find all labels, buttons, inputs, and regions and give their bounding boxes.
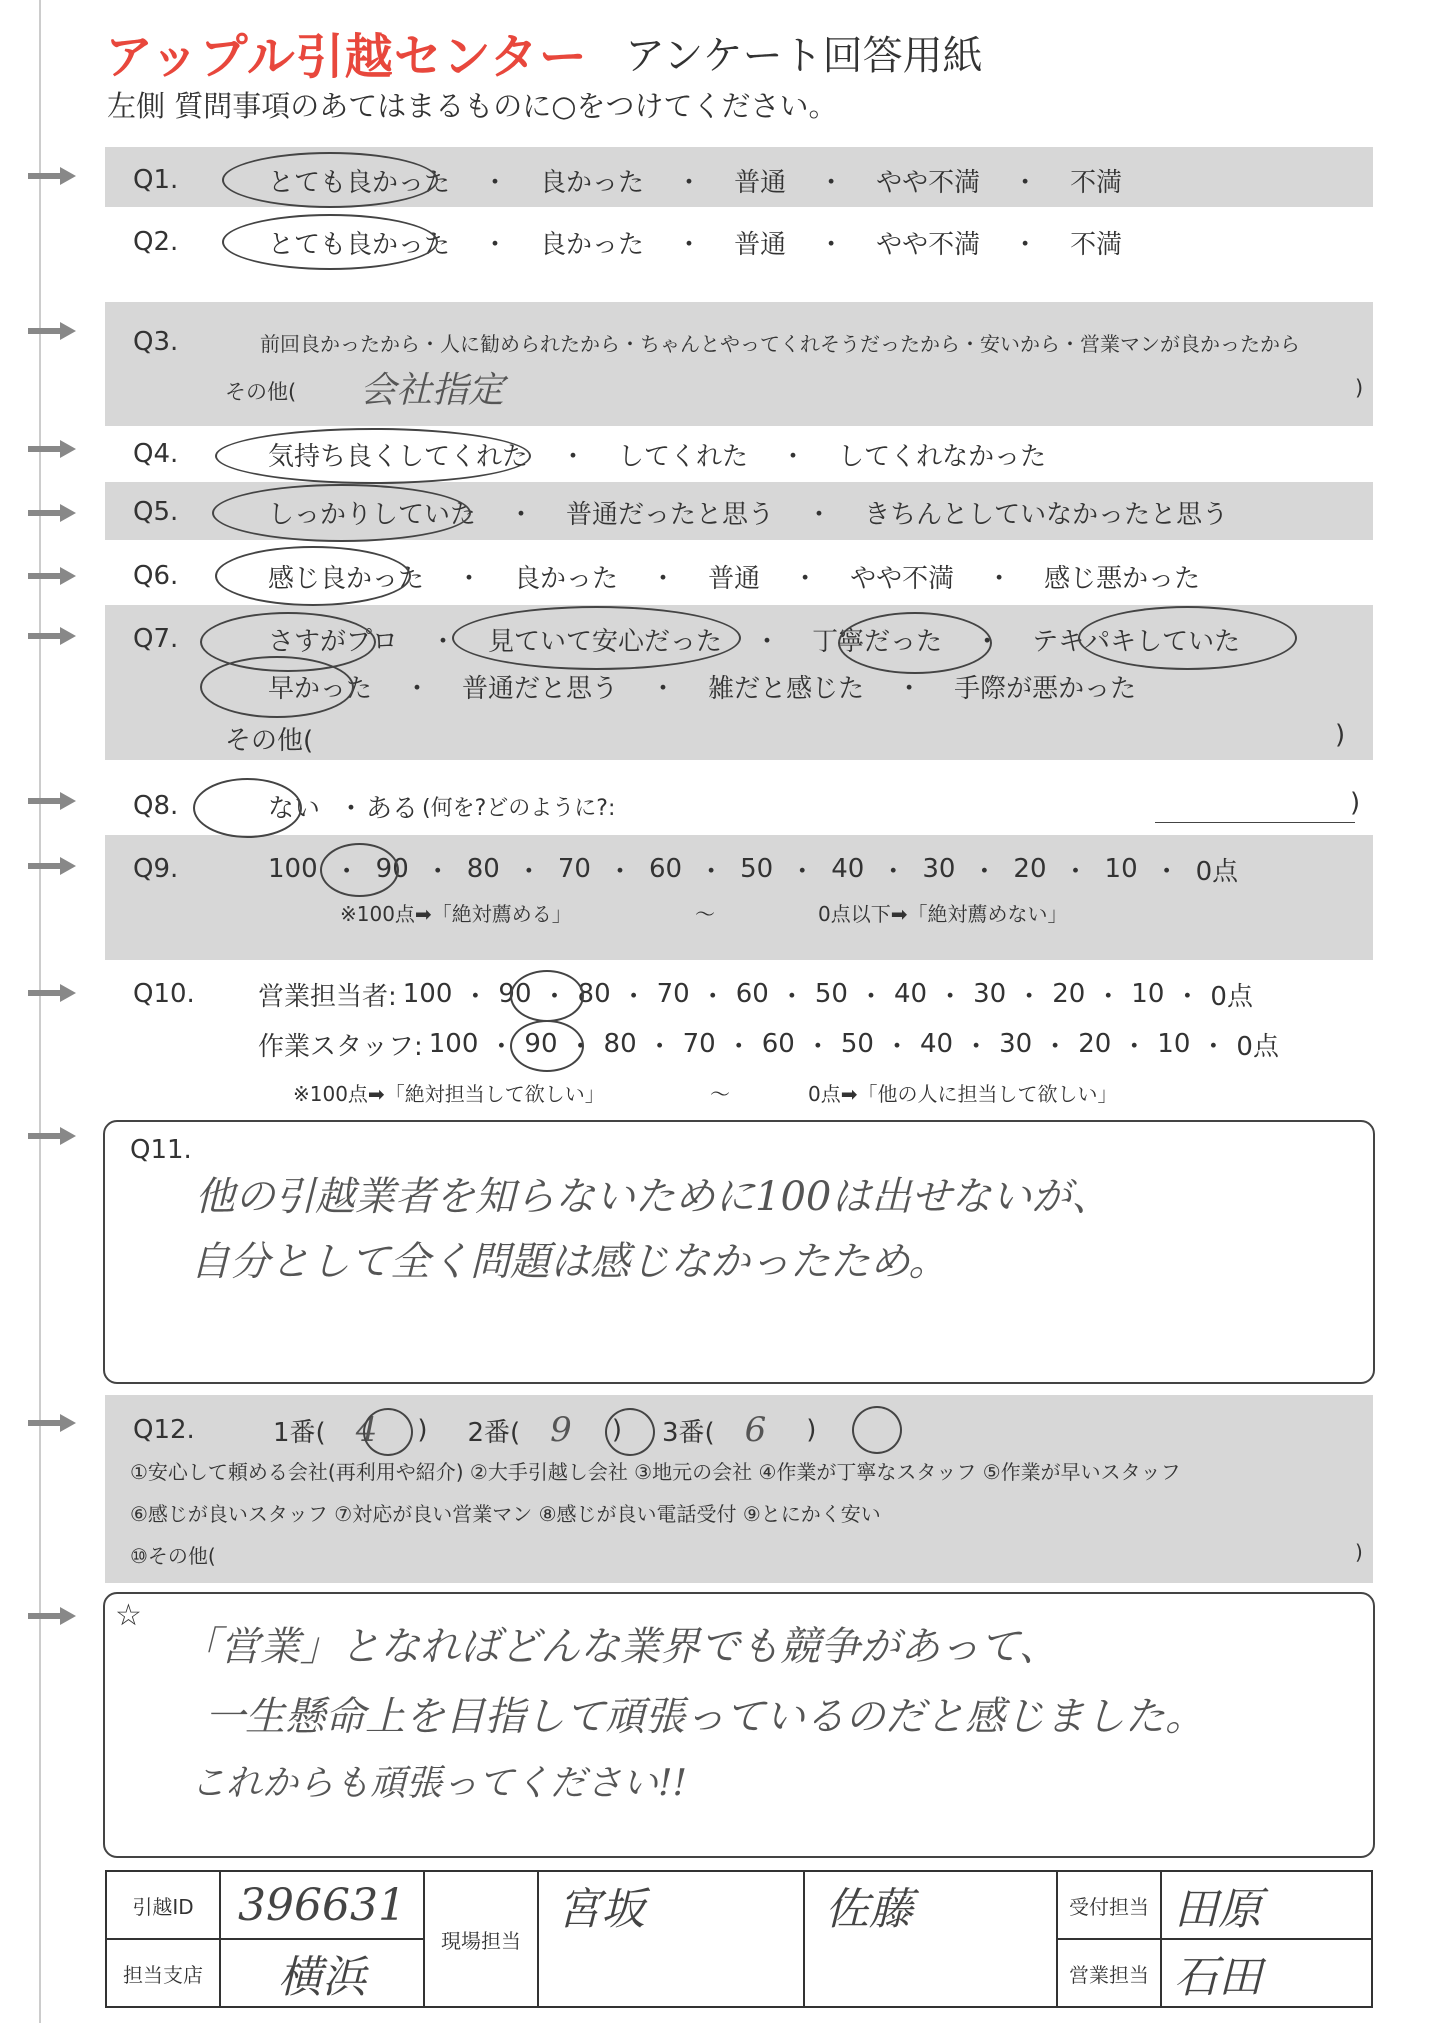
q6-option-1[interactable]: 感じ良かった xyxy=(268,563,425,594)
question-number: Q9. xyxy=(133,854,179,884)
q12-choices-row-1: ①安心して頼める会社(再利用や紹介) ②大手引越し会社 ③地元の会社 ④作業が丁寧なスタッフ ⑤作業が早いスタッフ xyxy=(130,1460,1181,1484)
q9-note-high: ※100点➡「絶対薦める」 xyxy=(340,902,572,926)
q9-score[interactable]: 20 xyxy=(1013,854,1047,884)
q2-option-2[interactable]: 良かった xyxy=(540,229,645,260)
answer-circle xyxy=(215,546,411,606)
branch-label: 担当支店 xyxy=(106,1939,220,2007)
arrow-icon xyxy=(28,165,76,187)
q12-choices-row-3: ⑩その他( xyxy=(130,1544,216,1568)
q12-third-label: 3番( xyxy=(661,1417,715,1448)
answer-circle xyxy=(605,1408,655,1456)
comment-line-1: 「営業」となればどんな業界でも競争があって、 xyxy=(180,1624,1059,1670)
q10-staff-score[interactable]: 80 xyxy=(603,1029,637,1059)
question-number: Q1. xyxy=(133,165,179,195)
q6-option-3[interactable]: 普通 xyxy=(708,563,761,594)
arrow-icon xyxy=(28,855,76,877)
arrow-icon xyxy=(28,1412,76,1434)
q6-option-5[interactable]: 感じ悪かった xyxy=(1044,563,1201,594)
question-q9: Q9. 100 ・ 90 ・ 80 ・ 70 ・ 60 ・ 50 ・ 40 ・ 30 ・ 20 ・ 10 ・ 0点 xyxy=(105,847,1238,891)
q9-score[interactable]: 80 xyxy=(466,854,500,884)
answer-circle xyxy=(1078,606,1297,670)
q9-score[interactable]: 50 xyxy=(740,854,774,884)
arrow-icon xyxy=(28,790,76,812)
q10-sales-score[interactable]: 40 xyxy=(893,979,928,1009)
reception-value: 田原 xyxy=(1174,1884,1262,1935)
answer-circle xyxy=(452,606,741,670)
answer-circle xyxy=(212,484,471,542)
q3-other-close: ) xyxy=(1355,376,1364,400)
question-q8: Q8. ない ・ ある (何を?どのように?: xyxy=(105,784,615,828)
answer-circle xyxy=(320,843,399,897)
footer-table xyxy=(105,1870,1373,2008)
q12-choices-row-2: ⑥感じが良いスタッフ ⑦対応が良い営業マン ⑧感じが良い電話受付 ⑨とにかく安い xyxy=(130,1502,881,1526)
q12-first-label: 1番( xyxy=(273,1417,326,1448)
q4-option-3[interactable]: してくれなかった xyxy=(838,441,1047,472)
q4-option-2[interactable]: してくれた xyxy=(618,441,749,472)
q12-close: ) xyxy=(417,1415,428,1445)
q10-staff-score[interactable]: 90 xyxy=(524,1029,558,1059)
question-number: Q10. xyxy=(133,979,195,1009)
brand-title: アップル引越センター xyxy=(105,29,588,85)
q10-sales-score[interactable]: 100 xyxy=(402,979,453,1009)
form-subtitle: アンケート回答用紙 xyxy=(625,33,983,79)
question-q2: Q2. とても良かった ・ 良かった ・ 普通 ・ やや不満 ・ 不満 xyxy=(105,220,1138,264)
q10-staff-score[interactable]: 60 xyxy=(761,1029,795,1059)
q2-option-3[interactable]: 普通 xyxy=(734,229,787,260)
arrow-icon xyxy=(28,320,76,342)
q3-other-label: その他( xyxy=(225,380,297,404)
q10-staff-score[interactable]: 30 xyxy=(999,1029,1033,1059)
question-number: Q2. xyxy=(133,227,179,257)
q3-options: 前回良かったから・人に勧められたから・ちゃんとやってくれそうだったから・安いから・営業マンが良かったから xyxy=(260,331,1300,356)
q7-other-close: ) xyxy=(1335,720,1346,750)
question-number: Q6. xyxy=(133,561,179,591)
answer-circle xyxy=(852,1406,902,1454)
q10-staff-score[interactable]: 70 xyxy=(682,1029,716,1059)
q7-option-7[interactable]: 雑だと感じた xyxy=(708,673,865,704)
q7-option-8[interactable]: 手際が悪かった xyxy=(954,673,1137,704)
question-q7: Q7. さすがプロ ・ 見ていて安心だった ・ 丁寧だった ・ テキパキしていた xyxy=(105,617,1256,661)
answer-circle xyxy=(363,1408,413,1456)
q10-staff-score[interactable]: 20 xyxy=(1078,1029,1112,1059)
comment-line-3: これからも頑張ってください!! xyxy=(190,1763,687,1804)
q10-staff-score[interactable]: 100 xyxy=(428,1029,479,1059)
q10-sales-score[interactable]: 60 xyxy=(735,979,769,1009)
sales-value: 石田 xyxy=(1174,1952,1262,2003)
site-staff-2: 佐藤 xyxy=(825,1884,913,1935)
q2-option-4[interactable]: やや不満 xyxy=(876,229,981,260)
reception-label: 受付担当 xyxy=(1057,1871,1161,1939)
q10-note-high: ※100点➡「絶対担当して欲しい」 xyxy=(293,1082,605,1106)
q11-answer-line-2: 自分として全く問題は感じなかったため。 xyxy=(190,1239,949,1285)
q5-option-1[interactable]: しっかりしていた xyxy=(268,499,477,530)
arrow-icon xyxy=(28,502,76,524)
arrow-icon xyxy=(28,625,76,647)
arrow-icon xyxy=(28,982,76,1004)
q12-close: ) xyxy=(806,1415,817,1445)
q6-option-4[interactable]: やや不満 xyxy=(850,563,955,594)
answer-circle xyxy=(222,214,438,270)
q10-staff-score[interactable]: 10 xyxy=(1157,1029,1191,1059)
sales-label: 営業担当 xyxy=(1057,1939,1161,2007)
q8-detail-label: (何を?どのように?: xyxy=(422,795,616,821)
question-number: Q12. xyxy=(133,1415,195,1445)
q1-option-2[interactable]: 良かった xyxy=(540,167,645,198)
question-q10-sales: Q10. 営業担当者: 100 ・ 90 ・ 80 ・ 70 ・ 60 ・ 50 ・ 40 ・ 30 ・ 20 ・ 10 ・ 0点 xyxy=(105,972,1253,1016)
site-label: 現場担当 xyxy=(424,1871,538,2007)
q11-number: Q11. xyxy=(130,1135,192,1165)
q10-sales-score[interactable]: 20 xyxy=(1052,979,1086,1009)
q1-option-3[interactable]: 普通 xyxy=(734,167,787,198)
q9-score[interactable]: 100 xyxy=(268,854,318,884)
q10-sales-score[interactable]: 0点 xyxy=(1210,981,1253,1012)
q10-staff-score[interactable]: 0点 xyxy=(1236,1031,1279,1062)
answer-circle xyxy=(200,656,354,718)
q1-option-1[interactable]: とても良かった xyxy=(268,167,451,198)
q9-score[interactable]: 60 xyxy=(648,854,683,884)
question-q5: Q5. しっかりしていた ・ 普通だったと思う ・ きちんとしていなかったと思う xyxy=(105,490,1244,534)
q4-option-1[interactable]: 気持ち良くしてくれた xyxy=(268,441,529,472)
question-number: Q8. xyxy=(133,791,179,821)
q2-option-5[interactable]: 不満 xyxy=(1070,229,1123,260)
q2-option-1[interactable]: とても良かった xyxy=(268,229,451,260)
q6-option-2[interactable]: 良かった xyxy=(514,563,619,594)
question-q4: Q4. 気持ち良くしてくれた ・ してくれた ・ してくれなかった xyxy=(105,432,1062,476)
q9-score[interactable]: 40 xyxy=(831,854,865,884)
q8-option-some[interactable]: ある xyxy=(366,793,419,824)
q1-option-4[interactable]: やや不満 xyxy=(876,167,981,198)
q8-detail-line xyxy=(1155,822,1355,823)
q7-option-5[interactable]: 早かった xyxy=(268,673,373,704)
site-staff-1: 宮坂 xyxy=(557,1884,645,1935)
q12-first-value[interactable]: 4 xyxy=(355,1410,378,1450)
q9-score[interactable]: 30 xyxy=(922,854,956,884)
q10-sales-score[interactable]: 90 xyxy=(498,979,532,1009)
q7-option-3[interactable]: 丁寧だった xyxy=(812,626,943,657)
q12-second-label: 2番( xyxy=(467,1417,521,1448)
arrow-icon xyxy=(28,1605,76,1627)
q7-option-1[interactable]: さすがプロ xyxy=(268,626,399,657)
q3-other-answer[interactable]: 会社指定 xyxy=(360,370,505,411)
id-label: 引越ID xyxy=(106,1871,220,1939)
q12-second-value[interactable]: 9 xyxy=(550,1410,572,1450)
q9-note-low: 0点以下➡「絶対薦めない」 xyxy=(818,902,1068,926)
question-q6: Q6. 感じ良かった ・ 良かった ・ 普通 ・ やや不満 ・ 感じ悪かった xyxy=(105,554,1216,598)
answer-circle xyxy=(193,778,302,838)
q9-score[interactable]: 10 xyxy=(1104,854,1138,884)
id-value: 396631 xyxy=(238,1879,406,1931)
arrow-icon xyxy=(28,565,76,587)
answer-circle xyxy=(510,970,584,1022)
q10-sales-score[interactable]: 80 xyxy=(577,979,611,1009)
q10-sales-score[interactable]: 70 xyxy=(656,979,690,1009)
answer-circle xyxy=(838,612,992,674)
q10-staff-label: 作業スタッフ: xyxy=(258,1031,423,1062)
q10-sales-score[interactable]: 50 xyxy=(814,979,848,1009)
q12-close: ) xyxy=(611,1415,622,1445)
arrow-icon xyxy=(28,1125,76,1147)
q7-option-2[interactable]: 見ていて安心だった xyxy=(488,626,723,657)
question-q3 xyxy=(105,320,1300,364)
question-q1: Q1. とても良かった ・ 良かった ・ 普通 ・ やや不満 ・ 不満 xyxy=(105,158,1138,202)
answer-circle xyxy=(215,428,531,484)
q5-option-2[interactable]: 普通だったと思う xyxy=(566,499,775,530)
q1-option-5[interactable]: 不満 xyxy=(1070,167,1123,198)
q9-score[interactable]: 70 xyxy=(557,854,591,884)
q5-option-3[interactable]: きちんとしていなかったと思う xyxy=(864,499,1229,530)
q8-option-none[interactable]: ない xyxy=(268,793,321,824)
question-number: Q5. xyxy=(133,497,179,527)
q11-answer-line-1: 他の引越業者を知らないために100は出せないが、 xyxy=(195,1174,1112,1220)
answer-circle xyxy=(510,1020,584,1072)
instruction-text: 左側 質問事項のあてはまるものに○をつけてください。 xyxy=(107,89,838,123)
q12-third-value[interactable]: 6 xyxy=(744,1410,767,1450)
q12-choices-close: ) xyxy=(1355,1540,1363,1564)
q7-option-6[interactable]: 普通だと思う xyxy=(462,673,619,704)
star-icon: ☆ xyxy=(115,1598,142,1633)
q10-staff-score[interactable]: 40 xyxy=(919,1029,954,1059)
question-q7-row2: 早かった ・ 普通だと思う ・ 雑だと感じた ・ 手際が悪かった xyxy=(105,664,1152,708)
q7-other-label: その他( xyxy=(225,726,314,756)
question-number: Q4. xyxy=(133,439,179,469)
q10-sales-label: 営業担当者: xyxy=(258,981,397,1012)
comment-line-2: 一生懸命上を目指して頑張っているのだと感じました。 xyxy=(205,1694,1205,1740)
answer-circle xyxy=(222,152,438,208)
q10-sales-score[interactable]: 10 xyxy=(1131,979,1165,1009)
q10-staff-score[interactable]: 50 xyxy=(840,1029,874,1059)
q9-tilde: ～ xyxy=(695,902,715,926)
q10-tilde: ～ xyxy=(710,1082,730,1106)
question-number: Q3. xyxy=(133,327,179,357)
q10-sales-score[interactable]: 30 xyxy=(973,979,1007,1009)
question-q10-staff: 作業スタッフ: 100 ・ 90 ・ 80 ・ 70 ・ 60 ・ 50 ・ 40 ・ 30 ・ 20 ・ 10 ・ 0点 xyxy=(105,1022,1279,1066)
q9-score[interactable]: 0点 xyxy=(1195,856,1239,887)
q10-note-low: 0点➡「他の人に担当して欲しい」 xyxy=(808,1082,1118,1106)
binder-margin xyxy=(18,0,58,2023)
q9-score[interactable]: 90 xyxy=(375,854,409,884)
branch-value: 横浜 xyxy=(278,1952,366,2003)
q8-close: ) xyxy=(1350,788,1361,818)
q7-option-4[interactable]: テキパキしていた xyxy=(1032,626,1241,657)
question-q12 xyxy=(105,1408,816,1452)
arrow-icon xyxy=(28,438,76,460)
question-number: Q7. xyxy=(133,624,179,654)
